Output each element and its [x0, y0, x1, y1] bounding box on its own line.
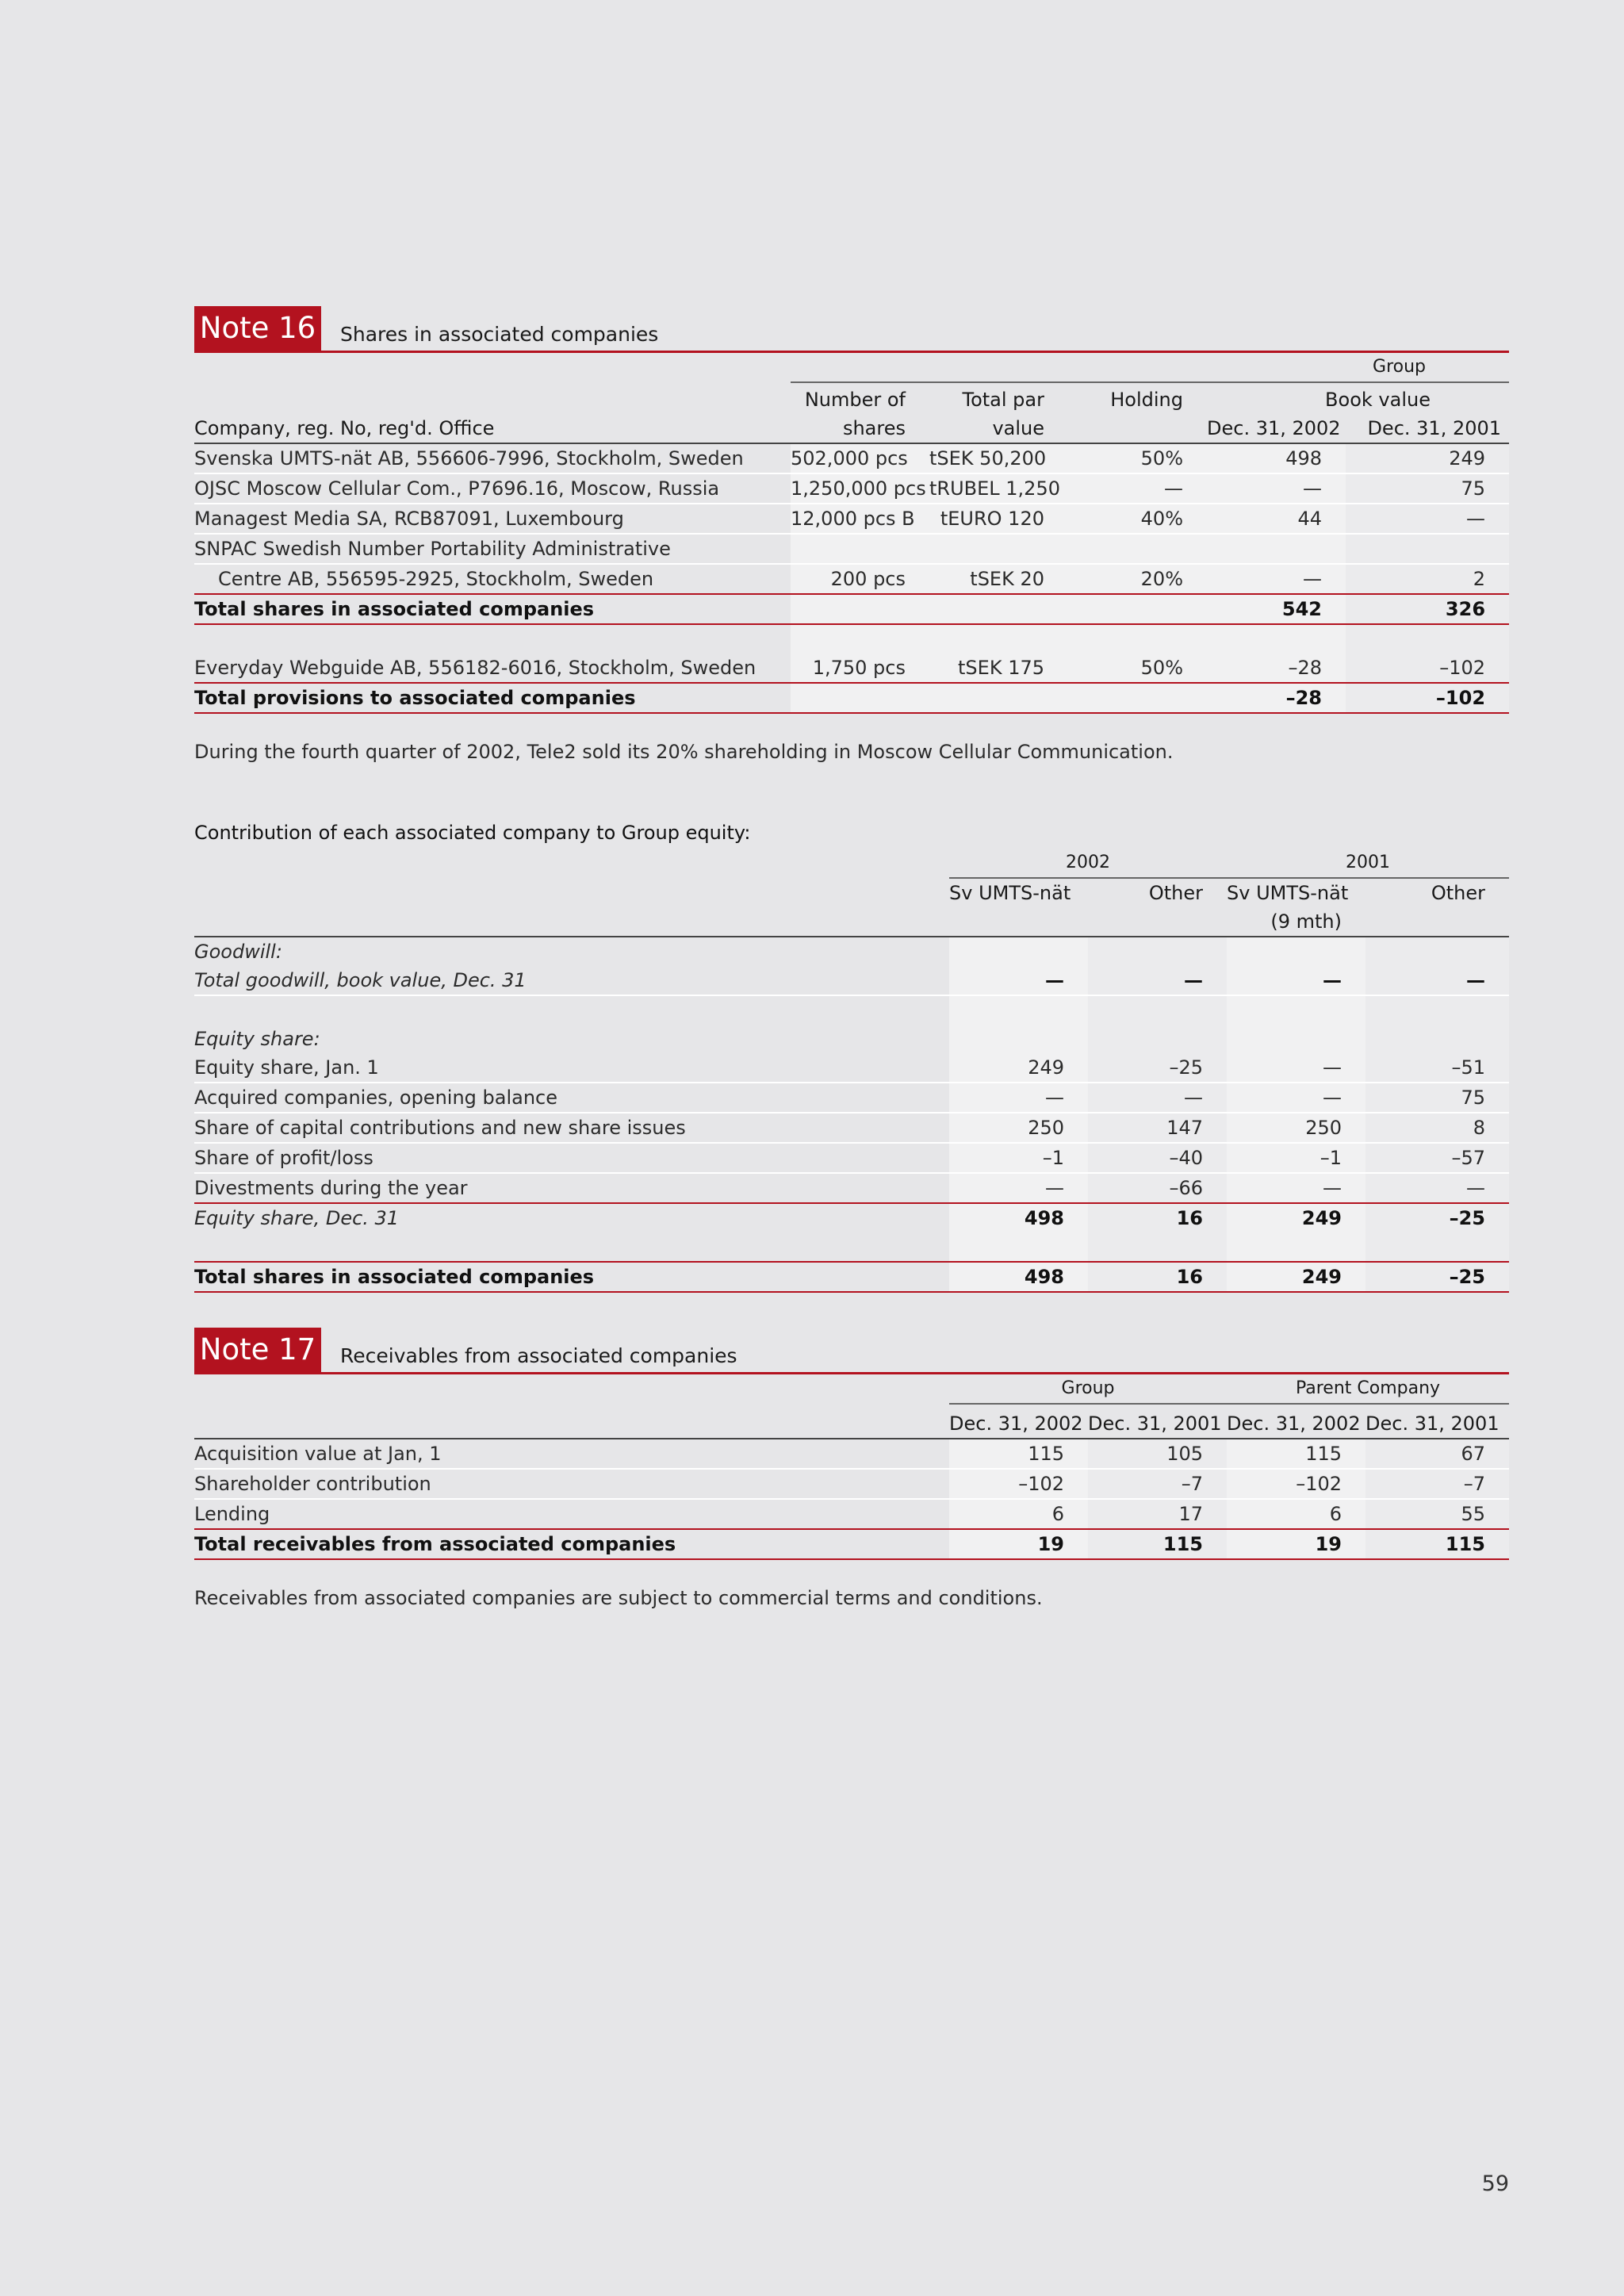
note16-table — [194, 353, 1509, 714]
note17-col-a: Dec. 31, 2002 — [949, 1404, 1088, 1439]
table-row: Share of profit/loss –1 –40 –1 –57 — [194, 1143, 1509, 1173]
contribution-table — [194, 849, 1509, 1293]
equity-dec-row: Equity share, Dec. 31 498 16 249 –25 — [194, 1203, 1509, 1232]
note17-col-d: Dec. 31, 2001 — [1365, 1404, 1509, 1439]
page-content — [194, 306, 1509, 1612]
table-row: Acquisition value at Jan, 1 115 105 115 67 — [194, 1439, 1509, 1469]
note17-parent-label: Parent Company — [1227, 1374, 1509, 1404]
table-row: Everyday Webguide AB, 556182-6016, Stockholm, Sweden 1,750 pcs tSEK 175 50% –28 –102 — [194, 654, 1509, 683]
page-number: 59 — [1481, 2171, 1509, 2196]
table-row: Lending 6 17 6 55 — [194, 1499, 1509, 1529]
table-row: Shareholder contribution –102 –7 –102 –7 — [194, 1469, 1509, 1499]
note17-header — [194, 1328, 1509, 1374]
col-dec2002: Dec. 31, 2002 — [1207, 414, 1346, 443]
group-label: Group — [791, 353, 1509, 382]
col-company: Company, reg. No, reg'd. Office — [194, 414, 791, 443]
note17-col-c: Dec. 31, 2002 — [1227, 1404, 1365, 1439]
goodwill-label: Goodwill: — [194, 941, 282, 963]
note17-group-label: Group — [949, 1374, 1227, 1404]
note17-badge: Note 17 — [194, 1328, 321, 1372]
year-2002: 2002 — [949, 849, 1227, 878]
col-sv-umts: Sv UMTS-nät — [949, 882, 1071, 904]
contribution-total-row: Total shares in associated companies 498 16 249 –25 — [194, 1262, 1509, 1292]
col-other: Other — [1148, 882, 1203, 904]
col-value: value — [929, 414, 1068, 443]
col-number-of: Number of — [804, 389, 906, 411]
col-shares: shares — [791, 414, 929, 443]
table-row: SNPAC Swedish Number Portability Administrative — [194, 534, 1509, 564]
note16-title: Shares in associated companies — [340, 323, 659, 346]
table-row: Svenska UMTS-nät AB, 556606-7996, Stockholm, Sweden 502,000 pcs tSEK 50,200 50% 498 249 — [194, 443, 1509, 473]
table-row: Divestments during the year — –66 — — — [194, 1173, 1509, 1203]
table-row: OJSC Moscow Cellular Com., P7696.16, Moscow, Russia 1,250,000 pcs tRUBEL 1,250 — — 75 — [194, 473, 1509, 504]
table-row: Total goodwill, book value, Dec. 31 — — — — — [194, 966, 1509, 995]
table-row: Acquired companies, opening balance — — — 75 — [194, 1083, 1509, 1113]
col-sv-umts-9: Sv UMTS-nät — [1227, 882, 1349, 904]
total-provisions-row: Total provisions to associated companies –28 –102 — [194, 683, 1509, 713]
note17-title: Receivables from associated companies — [340, 1344, 737, 1367]
table-row: Managest Media SA, RCB87091, Luxembourg 12,000 pcs B tEURO 120 40% 44 — — [194, 504, 1509, 534]
contribution-heading: Contribution of each associated company to Group equity: — [194, 822, 751, 844]
col-book-value: Book value — [1325, 389, 1431, 411]
total-shares-row: Total shares in associated companies 542 326 — [194, 594, 1509, 624]
col-total-par: Total par — [962, 389, 1044, 411]
table-row: Centre AB, 556595-2925, Stockholm, Sweden 200 pcs tSEK 20 20% — 2 — [194, 564, 1509, 594]
note17-total-row: Total receivables from associated companies 19 115 19 115 — [194, 1529, 1509, 1559]
note16-badge: Note 16 — [194, 306, 321, 351]
col-other-2: Other — [1431, 882, 1485, 904]
note17-text: Receivables from associated companies are subject to commercial terms and conditions. — [194, 1587, 1043, 1609]
col-9-mth: (9 mth) — [1227, 907, 1365, 937]
col-dec2001: Dec. 31, 2001 — [1346, 414, 1509, 443]
year-2001: 2001 — [1227, 849, 1509, 878]
table-row: Share of capital contributions and new share issues 250 147 250 8 — [194, 1113, 1509, 1143]
note17-table — [194, 1374, 1509, 1560]
equity-share-label: Equity share: — [194, 1028, 320, 1050]
col-holding: Holding — [1110, 389, 1183, 411]
note17-col-b: Dec. 31, 2001 — [1088, 1404, 1227, 1439]
table-row: Equity share, Jan. 1 249 –25 — –51 — [194, 1053, 1509, 1083]
note16-text: During the fourth quarter of 2002, Tele2 sold its 20% shareholding in Moscow Cellular Communication. — [194, 741, 1174, 763]
note16-header — [194, 306, 1509, 353]
